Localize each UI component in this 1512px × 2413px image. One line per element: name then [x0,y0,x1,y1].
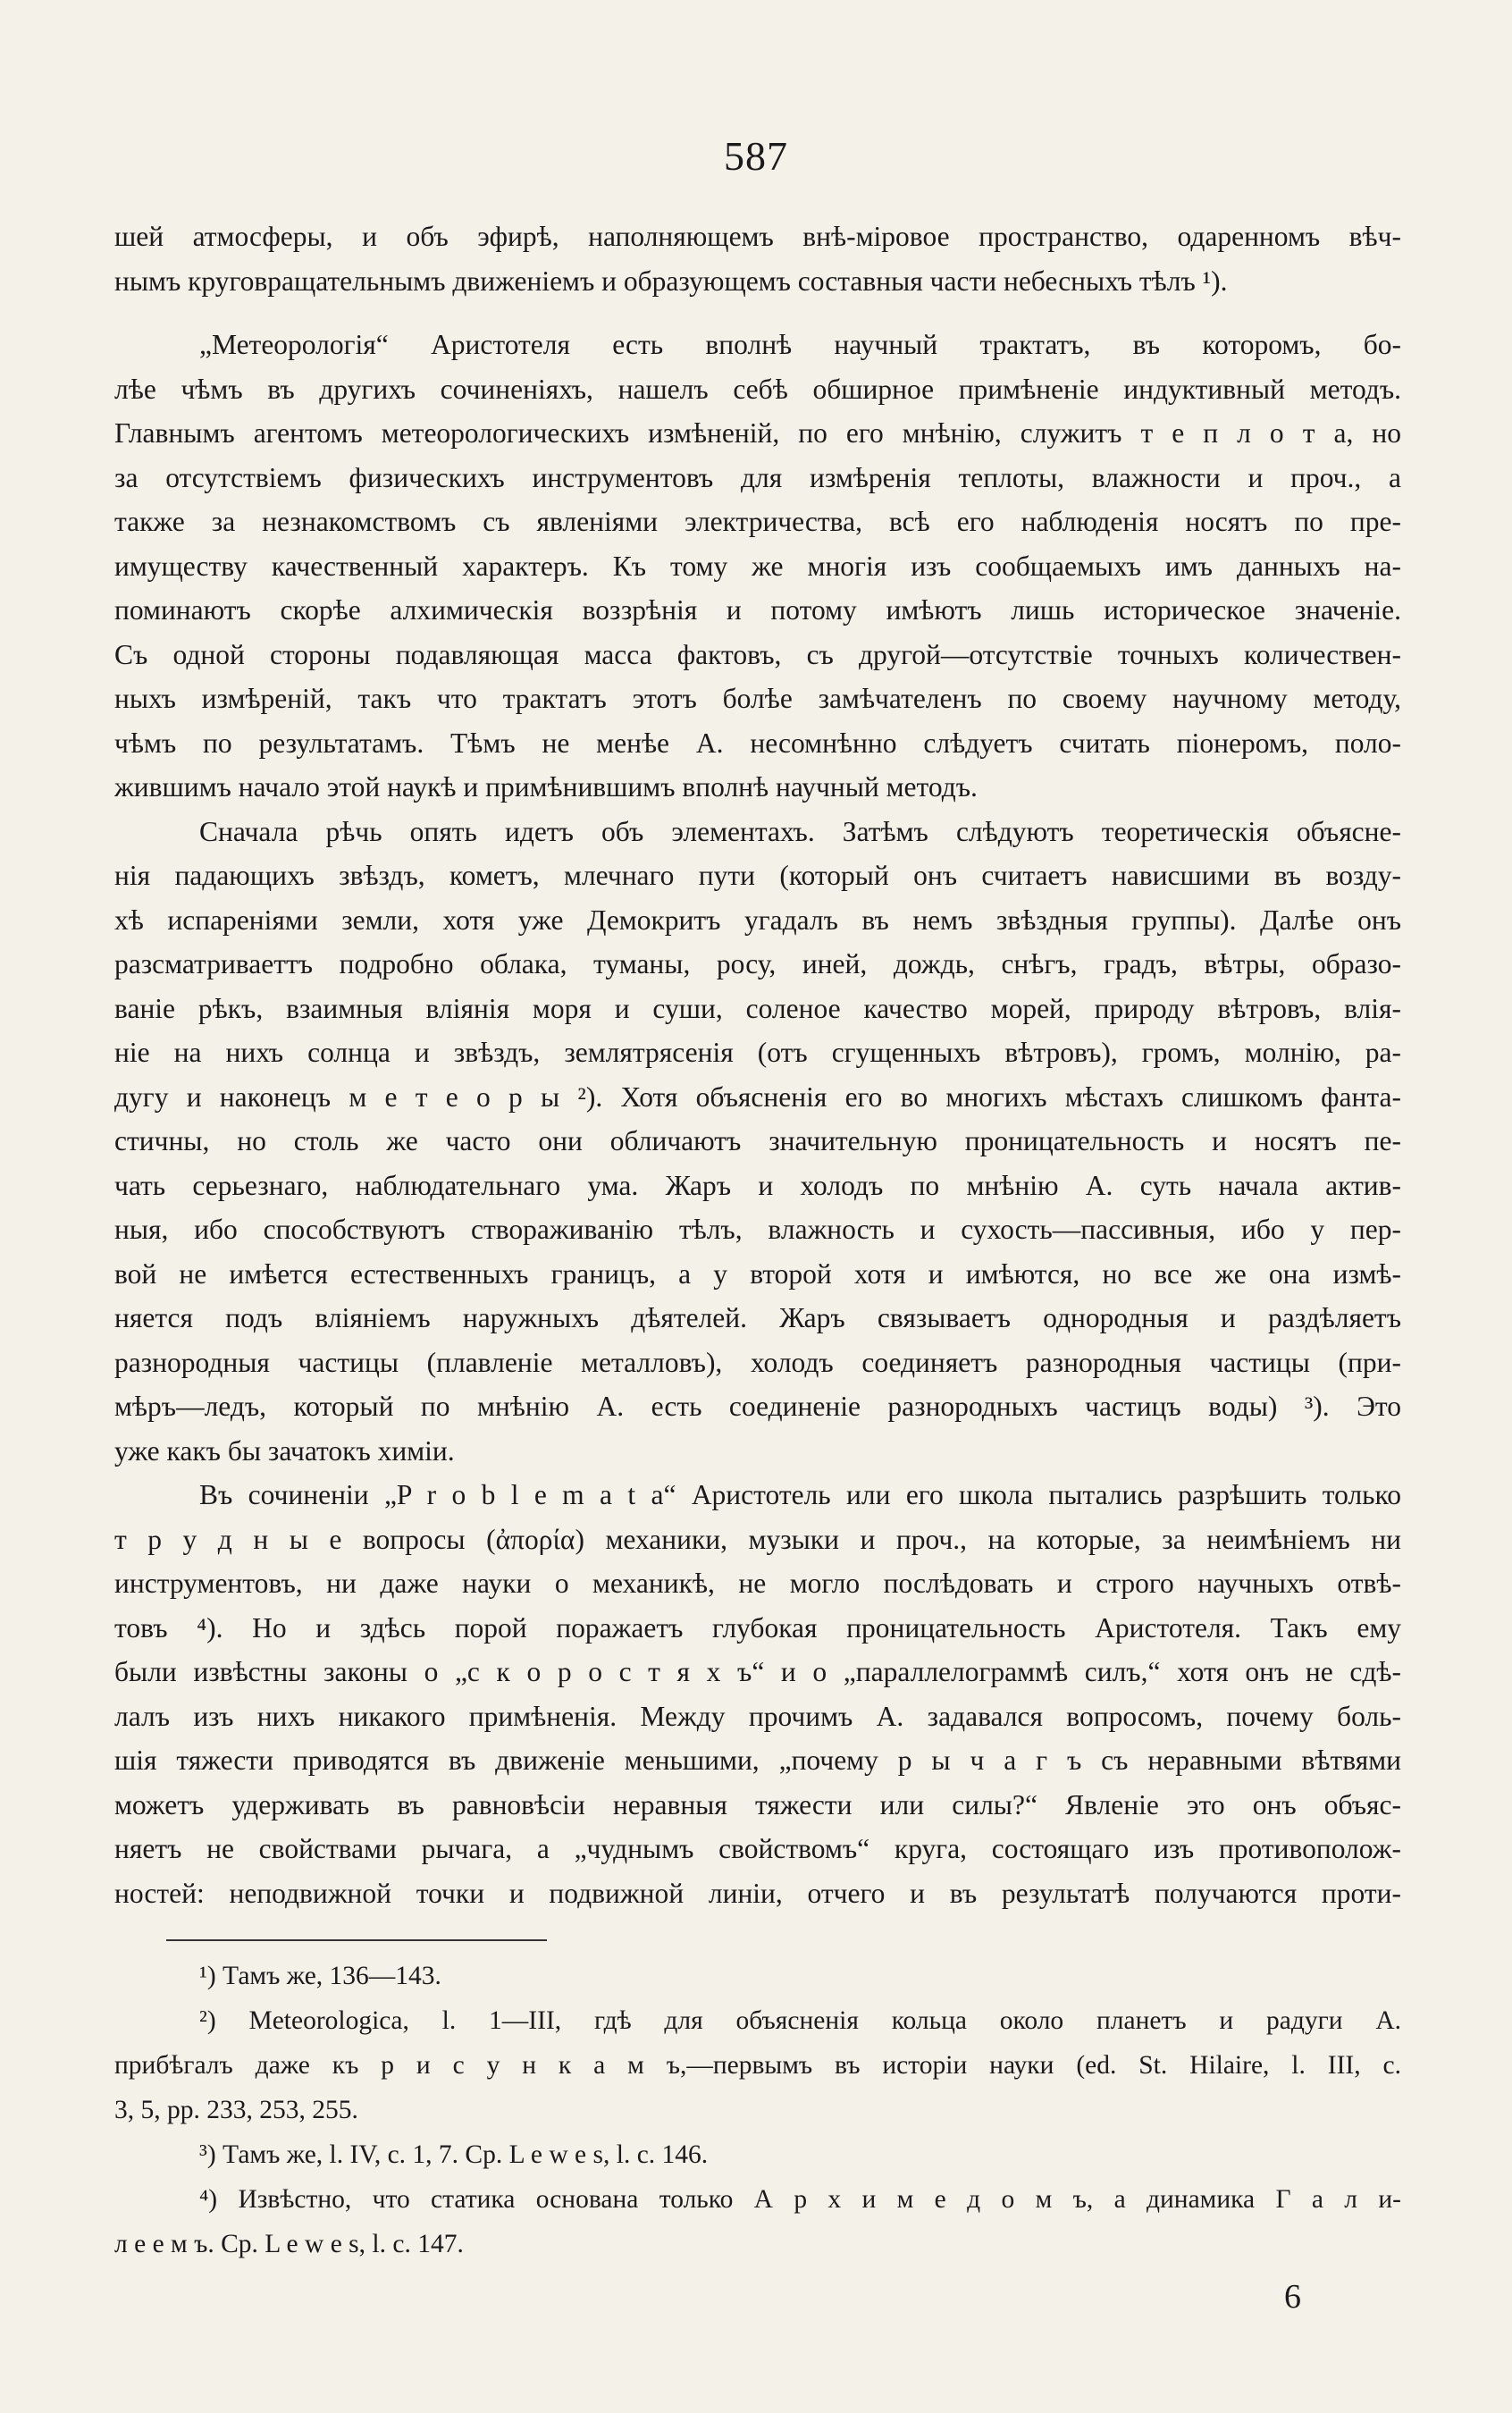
text-line: т р у д н ы е вопросы (ἀπορία) механики, музыки и проч., на которые, за неимѣніемъ ни [114,1523,1401,1555]
text-line: шія тяжести приводятся въ движеніе меньшими, „почему р ы ч а г ъ съ неравными вѣтвями [114,1745,1401,1776]
text-line: были извѣстны законы о „с к о р о с т я х ъ“ и о „параллелограммѣ силъ,“ хотя онъ не сдѣ- [114,1656,1401,1687]
text-line: ныхъ измѣреній, такъ что трактатъ этотъ болѣе замѣчателенъ по своему научному методу, [114,683,1401,714]
footnote-2: ²) Meteorologica, l. 1—III, гдѣ для объясненія кольца около планетъ и радуги А. [199,2006,1401,2035]
text-line: ніе на нихъ солнца и звѣздъ, землятрясенія (отъ сгущенныхъ вѣтровъ), громъ, молнію, ра- [114,1037,1401,1068]
text-line: разнородныя частицы (плавленіе металловъ), холодъ соединяетъ разнородныя частицы (при- [114,1346,1401,1378]
text-line: можетъ удерживать въ равновѣсіи неравныя тяжести или силы?“ Явленіе это онъ объяс- [114,1788,1401,1820]
text-line: за отсутствіемъ физическихъ инструментовъ для измѣренія теплоты, влажности и проч., а [114,461,1401,493]
main-text [114,214,1401,1915]
text-line: инструментовъ, ни даже науки о механикѣ, не могло послѣдовать и строго научныхъ отвѣ- [114,1568,1401,1599]
footnote-2-line: 3, 5, pp. 233, 253, 255. [114,2096,358,2124]
text-line: хѣ испареніями земли, хотя уже Демокритъ угадалъ въ немъ звѣздныя группы). Далѣе онъ [114,904,1401,936]
footnote-4-line: л е е м ъ. Ср. L e w e s, l. c. 147. [114,2230,464,2258]
footnote-2-line: прибѣгалъ даже къ р и с у н к а м ъ,—первымъ въ исторіи науки (ed. St. Hilaire, l. III, c. [114,2051,1401,2080]
text-line: няетъ не свойствами рычага, а „чуднымъ свойствомъ“ круга, состоящаго изъ противополож- [114,1833,1401,1864]
text-line: мѣръ—ледъ, который по мнѣнію А. есть соединеніе разнородныхъ частицъ воды) ³). Это [114,1391,1401,1422]
signature-mark: 6 [1284,2278,1301,2316]
text-line: Въ сочиненіи „P r o b l e m a t a“ Аристотель или его школа пытались разрѣшить только [199,1479,1401,1510]
text-line: дугу и наконецъ м е т е о р ы ²). Хотя объясненія его во многихъ мѣстахъ слишкомъ фанта- [114,1080,1401,1113]
text-line: поминаютъ скорѣе алхимическія воззрѣнія и потому имѣютъ лишь историческое значеніе. [114,594,1401,626]
text-line: жившимъ начало этой наукѣ и примѣнившимъ вполнѣ научный методъ. [114,771,978,803]
text-line: ностей: неподвижной точки и подвижной линіи, отчего и въ результатѣ получаются проти- [114,1877,1401,1909]
text-line: чѣмъ по результатамъ. Тѣмъ не менѣе А. несомнѣнно слѣдуетъ считать піонеромъ, поло- [114,727,1401,759]
text-line: ныя, ибо способствуютъ створаживанію тѣлъ, влажность и сухость—пассивныя, ибо у пер- [114,1214,1401,1245]
text-line: уже какъ бы зачатокъ химіи. [114,1434,455,1467]
footnotes [114,1954,1401,2266]
text-line: чать серьезнаго, наблюдательнаго ума. Жаръ и холодъ по мнѣнію А. суть начала актив- [114,1169,1401,1201]
text-line: Сначала рѣчь опять идетъ объ элементахъ. Затѣмъ слѣдуютъ теоретическія объясне- [199,815,1401,847]
text-line: няется подъ вліяніемъ наружныхъ дѣятелей. Жаръ связываетъ однородныя и раздѣляетъ [114,1302,1401,1333]
page-number: 587 [724,133,788,179]
text-line: ваніе рѣкъ, взаимныя вліянія моря и суши, соленое качество морей, природу вѣтровъ, влія- [114,992,1401,1024]
text-line: вой не имѣется естественныхъ границъ, а у второй хотя и имѣются, но все же она измѣ- [114,1257,1401,1290]
text-line: нымъ круговращательнымъ движеніемъ и образующемъ составныя части небесныхъ тѣлъ ¹). [114,265,1228,297]
text-line: Главнымъ агентомъ метеорологическихъ измѣненій, по его мнѣнію, служитъ т е п л о т а, но [114,417,1401,449]
footnote-divider [166,1939,547,1941]
text-line: „Метеорологія“ Аристотеля есть вполнѣ научный трактатъ, въ которомъ, бо- [199,329,1401,360]
text-line: стичны, но столь же часто они обличаютъ значительную проницательность и носятъ пе- [114,1125,1401,1156]
text-line: имуществу качественный характеръ. Къ тому же многія изъ сообщаемыхъ имъ данныхъ на- [114,550,1401,582]
text-line: нія падающихъ звѣздъ, кометъ, млечнаго пути (который онъ считаетъ нависшими въ возду- [114,860,1401,891]
text-line: также за незнакомствомъ съ явленіями электричества, всѣ его наблюденія носятъ по пре- [114,506,1401,537]
text-line: разсматриваеттъ подробно облака, туманы, росу, иней, дождь, снѣгъ, градъ, вѣтры, образо- [114,948,1401,979]
text-line: лѣе чѣмъ въ другихъ сочиненіяхъ, нашелъ себѣ обширное примѣненіе индуктивный методъ. [114,373,1401,405]
footnote-4: ⁴) Извѣстно, что статика основана только А р х и м е д о м ъ, а динамика Г а л и- [199,2185,1401,2214]
text-line: шей атмосферы, и объ эфирѣ, наполняющемъ внѣ-міровое пространство, одаренномъ вѣч- [114,221,1401,252]
text-line: товъ ⁴). Но и здѣсь порой поражаетъ глубокая проницательность Аристотеля. Такъ ему [114,1611,1401,1644]
text-line: Съ одной стороны подавляющая масса фактовъ, съ другой—отсутствіе точныхъ количествен- [114,638,1401,670]
footnote-1: ¹) Тамъ же, 136—143. [199,1962,441,1990]
footnote-3: ³) Тамъ же, l. IV, c. 1, 7. Ср. L e w e s, l. c. 146. [199,2140,709,2169]
text-line: лалъ изъ нихъ никакого примѣненія. Между прочимъ А. задавался вопросомъ, почему боль- [114,1700,1401,1732]
